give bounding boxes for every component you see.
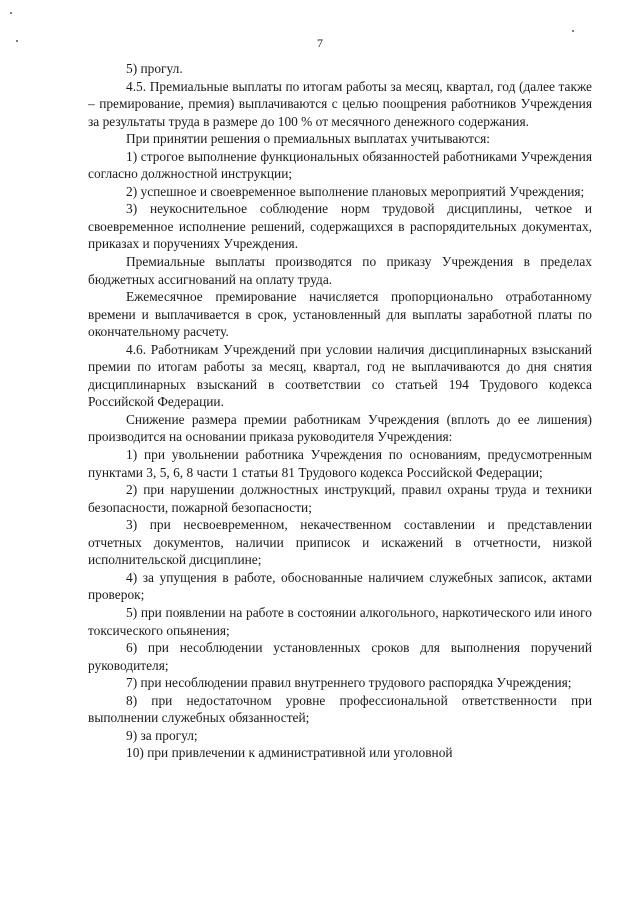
reduction-item-10: 10) при привлечении к административной или уголовной [126, 745, 453, 761]
scan-speck [10, 12, 12, 14]
reduction-item-6: 6) при несоблюдении установленных сроков для выполнения поручений руководителя; [88, 640, 592, 673]
reduction-item-3: 3) при несвоевременном, некачественном составлении и представлении отчетных документов, наличии приписок и искажений в отчетности, низкой исполнительской дисциплине; [88, 517, 592, 568]
reduction-item-9: 9) за прогул; [126, 727, 198, 743]
criteria-item-1: 1) строгое выполнение функциональных обязанностей работниками Учреждения согласно должностной инструкции; [88, 148, 592, 182]
reduction-item-5: 5) при появлении на работе в состоянии алкогольного, наркотического или иного токсического опьянения; [88, 604, 592, 638]
list-item-prev-5: 5) прогул. [126, 61, 183, 76]
reduction-item-7: 7) при несоблюдении правил внутреннего трудового распорядка Учреждения; [126, 675, 572, 691]
criteria-item-3: 3) неукоснительное соблюдение норм трудовой дисциплины, четкое и своевременное исполнение решений, содержащихся в распорядительных документах, приказах и поручениях Учреждения. [88, 201, 592, 252]
page-number: 7 [317, 36, 323, 50]
reduction-item-8: 8) при недостаточном уровне профессиональной ответственности при выполнении служебных обязанностей; [88, 692, 592, 726]
document-body [88, 60, 592, 762]
scan-speck [16, 40, 18, 42]
monthly-bonus-paragraph: Ежемесячное премирование начисляется пропорционально отработанному времени и выплачивается в срок, установленный для выплаты заработной платы по окончательному расчету. [88, 289, 592, 340]
bonus-order-paragraph: Премиальные выплаты производятся по приказу Учреждения в пределах бюджетных ассигнований на оплату труда. [88, 254, 592, 287]
section-4-6: 4.6. Работникам Учреждений при условии наличия дисциплинарных взысканий премии по итогам работы за месяц, квартал, год не выплачиваются до дня снятия дисциплинарных взысканий в соответствии со статьей 194 Трудового кодекса Российской Федерации. [88, 341, 592, 410]
reduction-item-1: 1) при увольнении работника Учреждения по основаниям, предусмотренным пунктами 3, 5, 6, 8 части 1 статьи 81 Трудового кодекса Российской Федерации; [88, 447, 592, 480]
reduction-intro: Снижение размера премии работникам Учреждения (вплоть до ее лишения) производится на основании приказа руководителя Учреждения: [88, 411, 592, 445]
scan-speck [572, 30, 574, 32]
reduction-item-4: 4) за упущения в работе, обоснованные наличием служебных записок, актами проверок; [88, 569, 592, 603]
section-4-5: 4.5. Премиальные выплаты по итогам работы за месяц, квартал, год (далее также – премирование, премия) выплачиваются с целью поощрения работников Учреждения за результаты труда в размере до 100 % от месячного денежного содержания. [88, 78, 592, 129]
criteria-item-2: 2) успешное и своевременное выполнение плановых мероприятий Учреждения; [126, 183, 585, 199]
criteria-intro: При принятии решения о премиальных выплатах учитываются: [126, 131, 491, 147]
reduction-item-2: 2) при нарушении должностных инструкций, правил охраны труда и техники безопасности, пожарной безопасности; [88, 482, 592, 515]
